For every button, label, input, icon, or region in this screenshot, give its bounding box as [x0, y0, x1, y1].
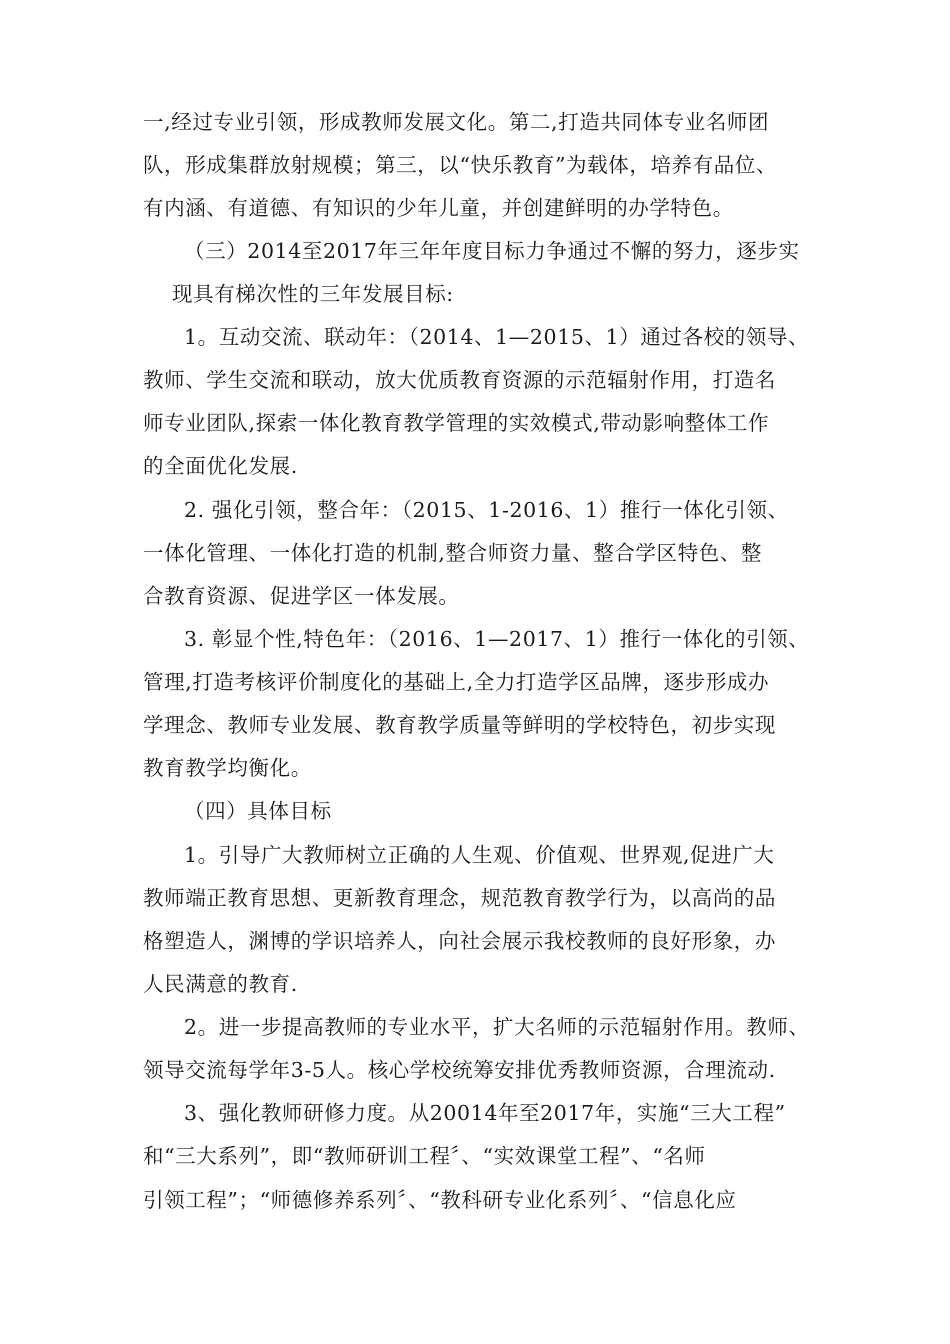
text-line: 2。进一步提高教师的专业水平，扩大名师的示范辐射作用。教师、: [184, 1015, 810, 1039]
text-line: 格塑造人，渊博的学识培养人，向社会展示我校教师的良好形象，办: [143, 929, 776, 953]
text-line: 学理念、教师专业发展、教育教学质量等鲜明的学校特色，初步实现: [143, 713, 776, 737]
text-line: 一体化管理、一体化打造的机制,整合师资力量、整合学区特色、整: [143, 541, 763, 565]
text-line: （四）具体目标: [184, 799, 332, 823]
text-line: 合教育资源、促进学区一体发展。: [143, 584, 460, 608]
text-line: 队，形成集群放射规模；第三，以“快乐教育”为载体，培养有品位、: [143, 153, 778, 177]
text-line: 领导交流每学年3-5人。核心学校统筹安排优秀教师资源，合理流动.: [143, 1058, 776, 1082]
text-line: 现具有梯次性的三年发展目标:: [172, 282, 454, 306]
text-line: 1。互动交流、联动年：（2014、1—2015、1）通过各校的领导、: [184, 325, 810, 349]
text-line: 1。引导广大教师树立正确的人生观、价值观、世界观,促进广大: [184, 843, 775, 867]
text-line: 2. 强化引领，整合年：（2015、1-2016、1）推行一体化引领、: [184, 498, 789, 522]
text-line: 和“三大系列”，即“教师研训工程〞、“实效课堂工程”、“名师: [143, 1144, 706, 1168]
text-line: （三）2014至2017年三年年度目标力争通过不懈的努力，逐步实: [184, 239, 800, 263]
text-line: 3. 彰显个性,特色年：（2016、1—2017、1）推行一体化的引领、: [184, 627, 810, 651]
text-line: 有内涵、有道德、有知识的少年儿童，并创建鲜明的办学特色。: [143, 196, 734, 220]
text-line: 教师端正教育思想、更新教育理念，规范教育教学行为，以高尚的品: [143, 886, 776, 910]
text-line: 教师、学生交流和联动，放大优质教育资源的示范辐射作用，打造名: [143, 368, 776, 392]
text-line: 师专业团队,探索一体化教育教学管理的实效模式,带动影响整体工作: [143, 411, 770, 435]
text-line: 的全面优化发展.: [143, 454, 298, 478]
text-line: 人民满意的教育.: [143, 972, 298, 996]
text-line: 一,经过专业引领，形成教师发展文化。第二,打造共同体专业名师团: [143, 110, 770, 134]
text-line: 3、强化教师研修力度。从20014年至2017年，实施“三大工程”: [184, 1101, 786, 1125]
text-line: 教育教学均衡化。: [143, 756, 312, 780]
text-line: 管理,打造考核评价制度化的基础上,全力打造学区品牌，逐步形成办: [143, 670, 770, 694]
text-line: 引领工程”；“师德修养系列〞、“教科研专业化系列〞、“信息化应: [143, 1188, 737, 1212]
